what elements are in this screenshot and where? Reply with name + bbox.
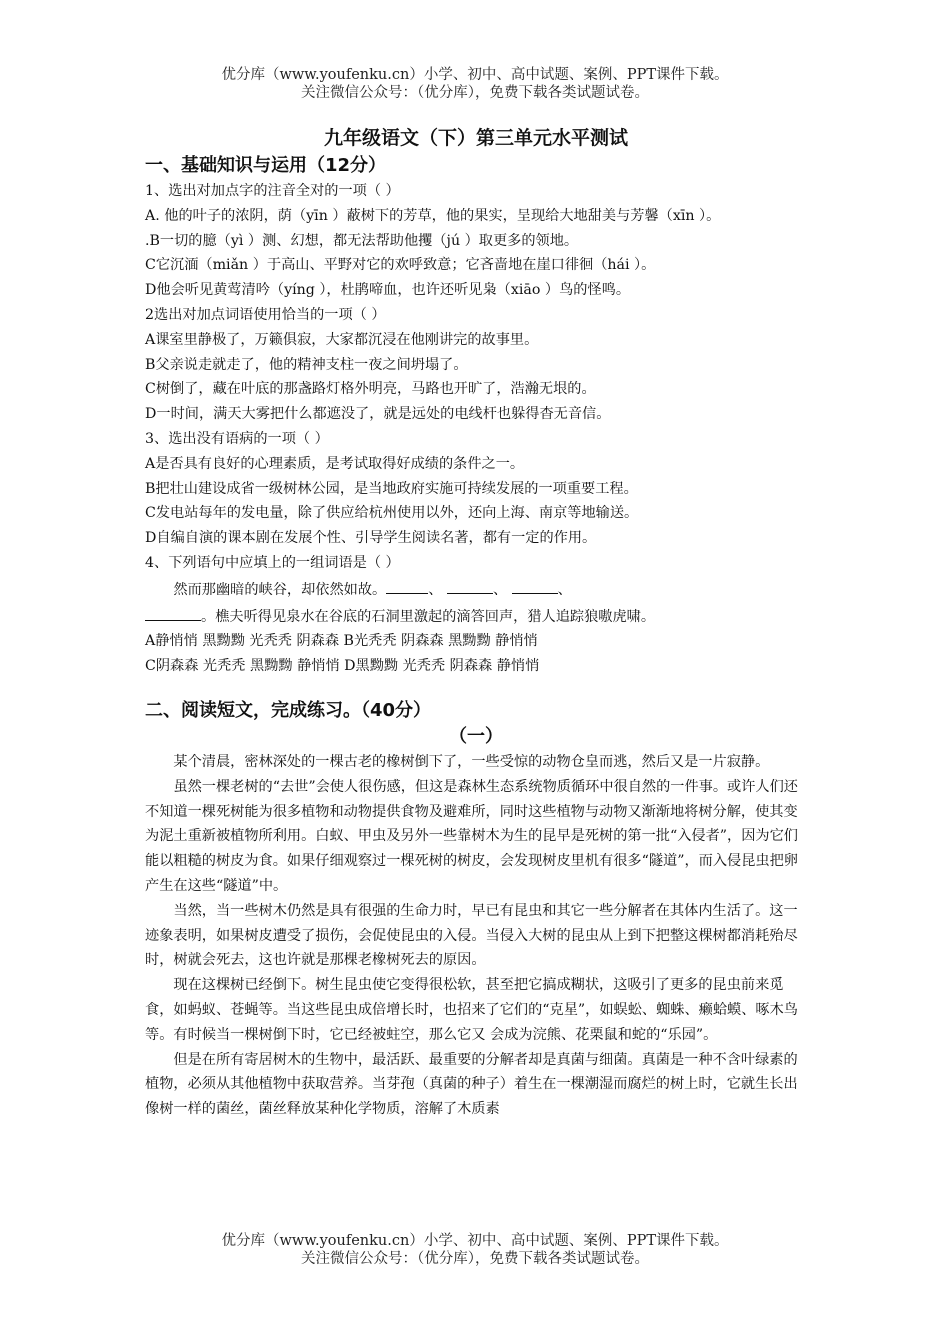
blank-separator-3: 、 bbox=[557, 581, 572, 598]
document-body bbox=[145, 124, 807, 1122]
sentence-start: 然而那幽暗的峡谷，却依然如故。 bbox=[173, 581, 387, 598]
blank-separator-2: 、 bbox=[492, 581, 508, 598]
question-2-option-b: B父亲说走就走了，他的精神支柱一夜之间坍塌了。 bbox=[145, 356, 468, 373]
passage-paragraph: 某个清晨，密林深处的一棵古老的橡树倒下了，一些受惊的动物仓皇而逃，然后又是一片寂静。 bbox=[173, 753, 770, 770]
page-footer bbox=[0, 1232, 950, 1268]
section-2-title: 二、阅读短文，完成练习。（40分） bbox=[145, 699, 432, 721]
question-3-option-c: C发电站每年的发电量，除了供应给杭州使用以外，还向上海、南京等地输送。 bbox=[145, 505, 639, 522]
header-line-1: 优分库（www.youfenku.cn）小学、初中、高中试题、案例、PPT课件下载。 bbox=[221, 67, 729, 83]
sentence-end: 。樵夫听得见泉水在谷底的石洞里激起的滴答回声，猎人追踪狼嗷虎啸。 bbox=[201, 608, 656, 625]
passage-paragraph: 但是在所有寄居树木的生物中，最活跃、最重要的分解者却是真菌与细菌。真菌是一种不含叶绿素的植物，必须从其他植物中获取营养。当芽孢（真菌的种子）着生在一棵潮湿而腐烂的树上时，它就生长出像树一样的菌丝，菌丝释放某种化学物质，溶解了木质素 bbox=[145, 1051, 798, 1118]
question-2-option-a: A课室里静极了，万籁俱寂，大家都沉浸在他刚讲完的故事里。 bbox=[145, 331, 539, 348]
question-1-option-c: C它沉湎（miǎn ）于高山、平野对它的欢呼致意；它吝啬地在崖口徘徊（hái ）。 bbox=[145, 257, 656, 274]
passage-paragraph: 现在这棵树已经倒下。树生昆虫使它变得很松软，甚至把它搞成糊状，这吸引了更多的昆虫前来觅食，如蚂蚁、苍蝇等。当这些昆虫成倍增长时，也招来了它们的“克星”，如蜈蚣、蜘蛛、癞蛤蟆、啄木鸟等。有时候当一棵树倒下时，它已经被蛀空，那么它又 会成为浣熊、花栗鼠和蛇的“乐园”。 bbox=[145, 977, 798, 1043]
question-4-stem: 4、下列语句中应填上的一组词语是（ ） bbox=[145, 554, 400, 571]
question-4-options-cd: C阴森森 光秃秃 黑黝黝 静悄悄 D黑黝黝 光秃秃 阴森森 静悄悄 bbox=[145, 658, 540, 675]
question-2-stem: 2选出对加点词语使用恰当的一项（ ） bbox=[145, 306, 386, 323]
document-title: 九年级语文（下）第三单元水平测试 bbox=[323, 127, 628, 149]
question-1-option-b: .B一切的臆（yì ）测、幻想，都无法帮助他攫（jú ）取更多的领地。 bbox=[145, 232, 579, 249]
fill-blank-2[interactable] bbox=[447, 576, 493, 594]
fill-blank-1[interactable] bbox=[386, 576, 428, 594]
passage-paragraph: 虽然一棵老树的“去世”会使人很伤感，但这是森林生态系统物质循环中很自然的一件事。或许人们还不知道一棵死树能为很多植物和动物提供食物及避难所，同时这些植物与动物又渐渐地将树分解，使其变为泥土重新被植物所利用。白蚁、甲虫及另外一些靠树木为生的昆早是死树的第一批“入侵者”，因为它们能以粗糙的树皮为食。如果仔细观察过一棵死树的树皮，会发现树皮里机有很多“隧道”，而入侵昆虫把卵产生在这些“隧道”中。 bbox=[145, 778, 798, 894]
question-2-option-d: D一时间，满天大雾把什么都遮没了，就是远处的电线杆也躲得杳无音信。 bbox=[145, 406, 611, 423]
passage-1-title: （一） bbox=[449, 725, 503, 747]
footer-line-1: 优分库（www.youfenku.cn）小学、初中、高中试题、案例、PPT课件下载。 bbox=[221, 1233, 729, 1249]
blank-separator-1: 、 bbox=[428, 581, 443, 598]
fill-blank-4[interactable] bbox=[145, 603, 201, 621]
fill-blank-3[interactable] bbox=[512, 576, 558, 594]
question-3-option-d: D自编自演的课本剧在发展个性、引导学生阅读名著，都有一定的作用。 bbox=[145, 530, 597, 547]
question-3-option-b: B把壮山建设成省一级树林公园，是当地政府实施可持续发展的一项重要工程。 bbox=[145, 480, 638, 497]
question-1-stem: 1、选出对加点字的注音全对的一项（ ） bbox=[145, 183, 400, 199]
footer-line-2: 关注微信公众号：（优分库），免费下载各类试题试卷。 bbox=[301, 1251, 649, 1267]
question-4-sentence-continued bbox=[145, 603, 807, 630]
question-3-stem: 3、选出没有语病的一项（ ） bbox=[145, 430, 329, 447]
page-header bbox=[0, 66, 950, 102]
question-4-options-ab: A静悄悄 黑黝黝 光秃秃 阴森森 B光秃秃 阴森森 黑黝黝 静悄悄 bbox=[145, 633, 538, 650]
section-gap bbox=[145, 679, 807, 697]
question-2-option-c: C树倒了，藏在叶底的那盏路灯格外明亮，马路也开旷了，浩瀚无垠的。 bbox=[145, 381, 596, 398]
question-4-sentence bbox=[145, 576, 807, 603]
section-1-title: 一、基础知识与运用（12分） bbox=[145, 155, 387, 176]
header-line-2: 关注微信公众号：（优分库），免费下载各类试题试卷。 bbox=[301, 85, 649, 101]
question-1-option-d: D他会听见黄莺清吟（yíng ），杜鹃啼血，也许还听见枭（xiāo ）鸟的怪鸣。 bbox=[145, 282, 631, 299]
question-1-option-a: A. 他的叶子的浓阴，荫（yīn ）蔽树下的芳草，他的果实，呈现给大地甜美与芳馨（xīn ）。 bbox=[145, 207, 721, 224]
question-3-option-a: A是否具有良好的心理素质，是考试取得好成绩的条件之一。 bbox=[145, 455, 525, 472]
passage-paragraph: 当然，当一些树木仍然是具有很强的生命力时，早已有昆虫和其它一些分解者在其体内生活了。这一迹象表明，如果树皮遭受了损伤，会促使昆虫的入侵。当侵入大树的昆虫从上到下把整这棵树都消耗殆尽时，树就会死去，这也许就是那棵老橡树死去的原因。 bbox=[145, 902, 798, 969]
